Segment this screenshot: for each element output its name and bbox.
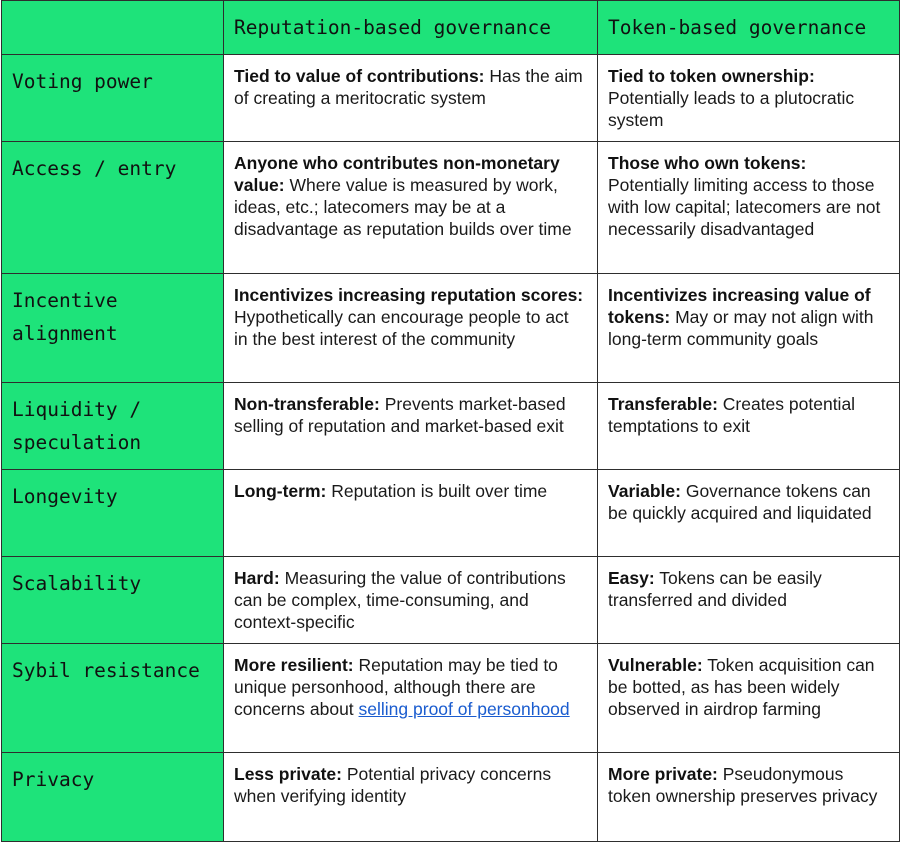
cell-token (598, 557, 900, 644)
table-row (2, 470, 900, 557)
cell-bold: Tied to token ownership: (608, 66, 815, 86)
cell-reputation (224, 274, 598, 383)
cell-bold: Transferable: (608, 394, 718, 414)
row-label-liquidity-speculation: Liquidity / speculation (2, 383, 224, 470)
cell-token (598, 753, 900, 842)
cell-bold: Incentivizes increasing value of tokens: (608, 285, 871, 327)
cell-bold: Tied to value of contributions: (234, 66, 485, 86)
row-label-scalability: Scalability (2, 557, 224, 644)
header-corner (2, 1, 224, 55)
cell-bold: Long-term: (234, 481, 327, 501)
row-label-longevity: Longevity (2, 470, 224, 557)
cell-text: Reputation may be tied to unique personhood, although there are concerns about (234, 655, 558, 719)
table-row (2, 383, 900, 470)
cell-reputation (224, 557, 598, 644)
row-label-privacy: Privacy (2, 753, 224, 842)
cell-text: Potentially limiting access to those with low capital; latecomers are not necessarily disadvantaged (608, 175, 881, 239)
cell-reputation (224, 142, 598, 274)
cell-token (598, 383, 900, 470)
cell-bold: Variable: (608, 481, 681, 501)
cell-bold: Easy: (608, 568, 655, 588)
row-label-incentive-alignment: Incentive alignment (2, 274, 224, 383)
cell-bold: More resilient: (234, 655, 354, 675)
cell-text: Potentially leads to a plutocratic system (608, 88, 855, 130)
governance-comparison-table (1, 0, 900, 842)
cell-reputation (224, 383, 598, 470)
cell-text: Has the aim of creating a meritocratic system (234, 66, 583, 108)
table-row (2, 142, 900, 274)
cell-text: Prevents market-based selling of reputation and market-based exit (234, 394, 566, 436)
cell-bold: Hard: (234, 568, 280, 588)
cell-text: Reputation is built over time (326, 481, 548, 501)
cell-reputation (224, 753, 598, 842)
cell-bold: Non-transferable: (234, 394, 380, 414)
cell-token (598, 274, 900, 383)
cell-text: Measuring the value of contributions can be complex, time-consuming, and context-specific (234, 568, 566, 632)
cell-bold: More private: (608, 764, 718, 784)
cell-text: Hypothetically can encourage people to act in the best interest of the community (234, 307, 569, 349)
cell-token (598, 644, 900, 753)
row-label-voting-power: Voting power (2, 55, 224, 142)
table-row (2, 753, 900, 842)
cell-bold: Less private: (234, 764, 342, 784)
table-row (2, 557, 900, 644)
header-reputation-based: Reputation-based governance (224, 1, 598, 55)
cell-reputation (224, 470, 598, 557)
header-row (2, 1, 900, 55)
cell-text: Creates potential temptations to exit (608, 394, 856, 436)
table-row (2, 274, 900, 383)
cell-text: Pseudonymous token ownership preserves privacy (608, 764, 878, 806)
cell-bold: Incentivizes increasing reputation scores: (234, 285, 584, 305)
cell-text: Where value is measured by work, ideas, etc.; latecomers may be at a disadvantage as reputation builds over time (234, 175, 572, 239)
cell-bold: Anyone who contributes non-monetary value: (234, 153, 560, 195)
cell-token (598, 55, 900, 142)
cell-token (598, 142, 900, 274)
cell-text: May or may not align with long-term community goals (608, 307, 874, 349)
table-row (2, 644, 900, 753)
cell-text: Potential privacy concerns when verifying identity (234, 764, 552, 806)
cell-reputation (224, 55, 598, 142)
table-row (2, 55, 900, 142)
header-token-based: Token-based governance (598, 1, 900, 55)
cell-bold: Those who own tokens: (608, 153, 807, 173)
cell-bold: Vulnerable: (608, 655, 703, 675)
cell-text: Token acquisition can be botted, as has been widely observed in airdrop farming (608, 655, 875, 719)
selling-proof-of-personhood-link[interactable]: selling proof of personhood (358, 699, 570, 719)
cell-text: Governance tokens can be quickly acquired and liquidated (608, 481, 872, 523)
cell-token (598, 470, 900, 557)
cell-text: Tokens can be easily transferred and divided (608, 568, 822, 610)
row-label-sybil-resistance: Sybil resistance (2, 644, 224, 753)
cell-reputation (224, 644, 598, 753)
row-label-access-entry: Access / entry (2, 142, 224, 274)
